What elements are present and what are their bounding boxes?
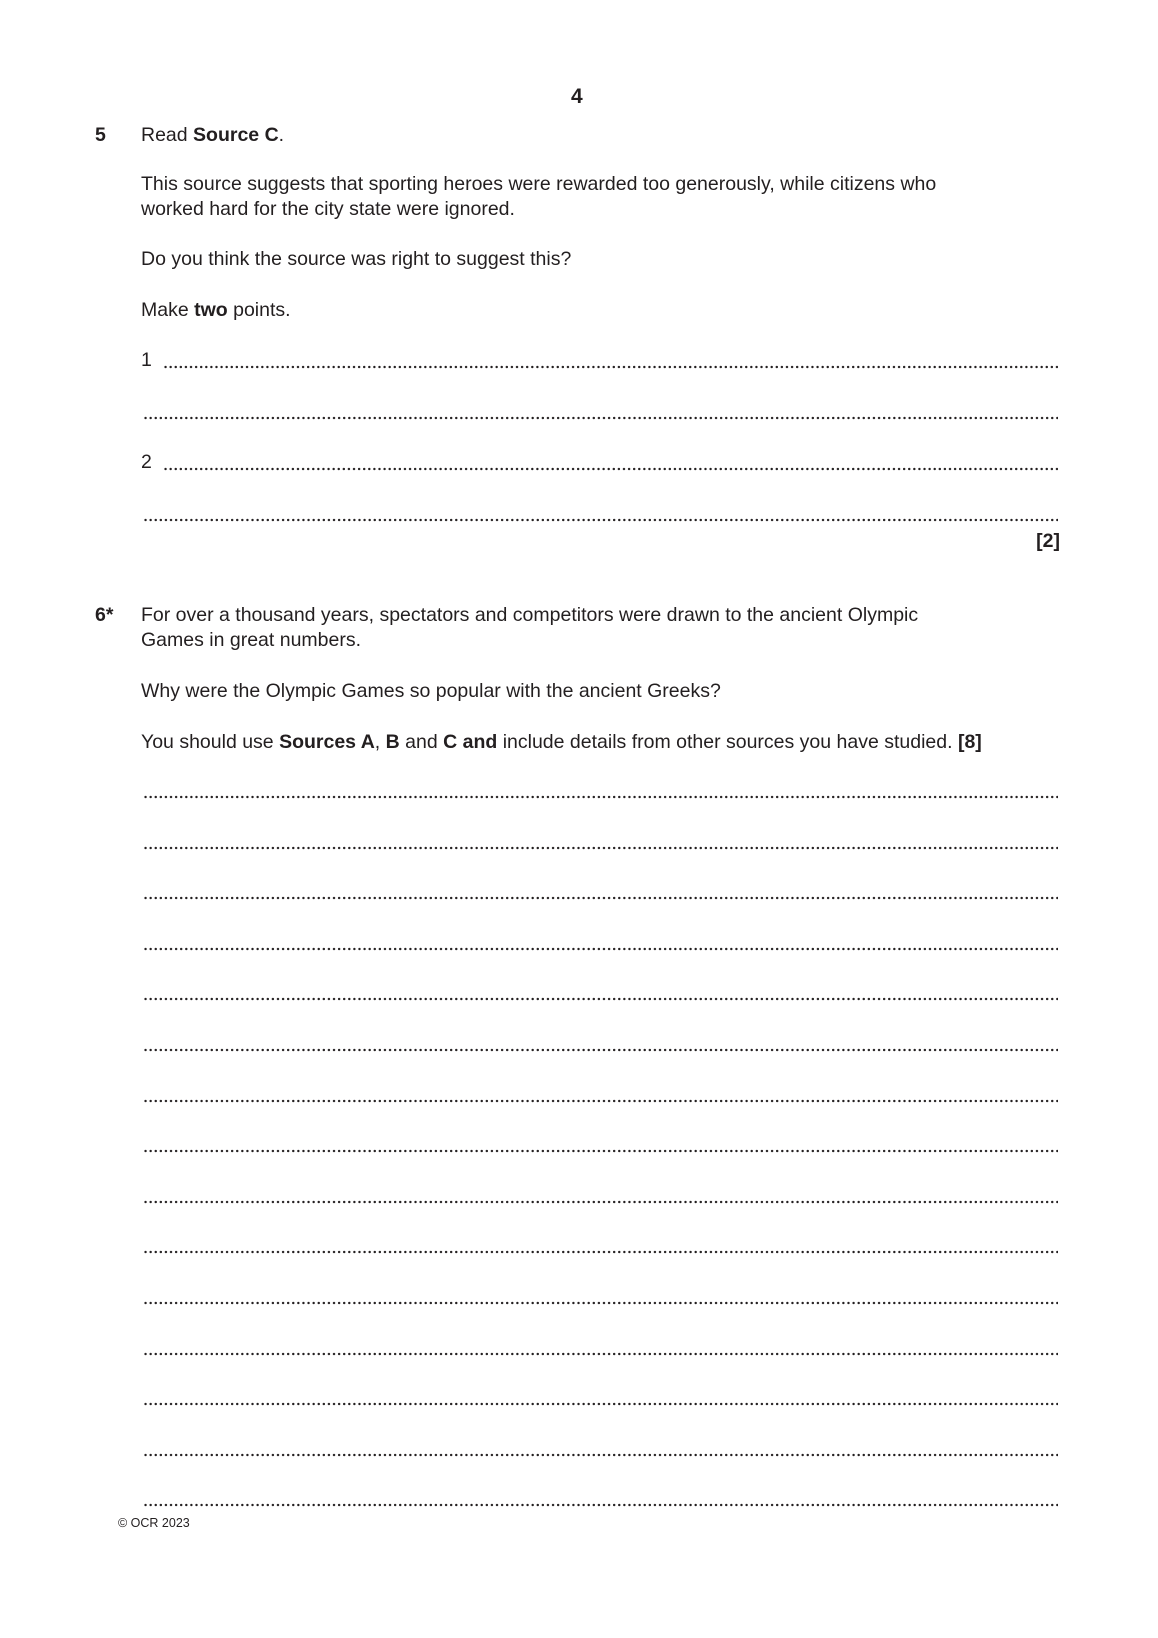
answer-line[interactable] [163,467,1058,471]
q5-statement-line2: worked hard for the city state were ignored. [141,198,515,220]
q6-question: Why were the Olympic Games so popular with the ancient Greeks? [141,680,721,702]
make-prefix: Make [141,299,195,321]
point-1-label: 1 [141,349,152,371]
answer-line[interactable] [143,1048,1058,1052]
answer-line[interactable] [143,947,1058,951]
q6-intro-line2: Games in great numbers. [141,629,362,651]
q5-statement-line1: This source suggests that sporting heroes were rewarded too generously, while citizens who [141,173,937,195]
answer-line[interactable] [143,416,1058,420]
answer-line[interactable] [143,896,1058,900]
question-6-number: 6* [95,604,114,626]
read-suffix: . [278,124,285,146]
source-ref: Source C [193,124,279,146]
copyright-footer: © OCR 2023 [118,1516,190,1530]
use-sources-a: Sources A [279,731,375,753]
use-prefix: You should use [141,731,280,753]
answer-line[interactable] [143,795,1058,799]
answer-line[interactable] [143,1402,1058,1406]
answer-line[interactable] [143,1352,1058,1356]
q6-instruction [141,730,982,754]
answer-line[interactable] [143,846,1058,850]
q5-question: Do you think the source was right to suggest this? [141,248,572,270]
use-comma: , [374,731,386,753]
use-c-and: C and [443,731,498,753]
answer-line[interactable] [143,1200,1058,1204]
answer-line[interactable] [143,997,1058,1001]
page-number: 4 [571,85,583,108]
make-bold: two [194,299,228,321]
answer-line[interactable] [143,1250,1058,1254]
question-5-instruction [141,123,284,147]
answer-line[interactable] [143,518,1058,522]
answer-line[interactable] [143,1099,1058,1103]
answer-line[interactable] [143,1301,1058,1305]
answer-line[interactable] [143,1453,1058,1457]
question-5-number: 5 [95,124,106,146]
use-suffix: include details from other sources you have studied. [497,731,958,753]
use-b: B [385,731,400,753]
answer-line[interactable] [143,1503,1058,1507]
q5-marks: [2] [1036,530,1060,552]
read-prefix: Read [141,124,194,146]
make-suffix: points. [227,299,291,321]
q6-intro-line1: For over a thousand years, spectators and competitors were drawn to the ancient Olympic [141,604,919,626]
q6-marks: [8] [957,731,982,753]
use-and: and [399,731,444,753]
answer-line[interactable] [143,1149,1058,1153]
q5-make-points [141,298,291,322]
point-2-label: 2 [141,451,152,473]
answer-line[interactable] [163,365,1058,369]
